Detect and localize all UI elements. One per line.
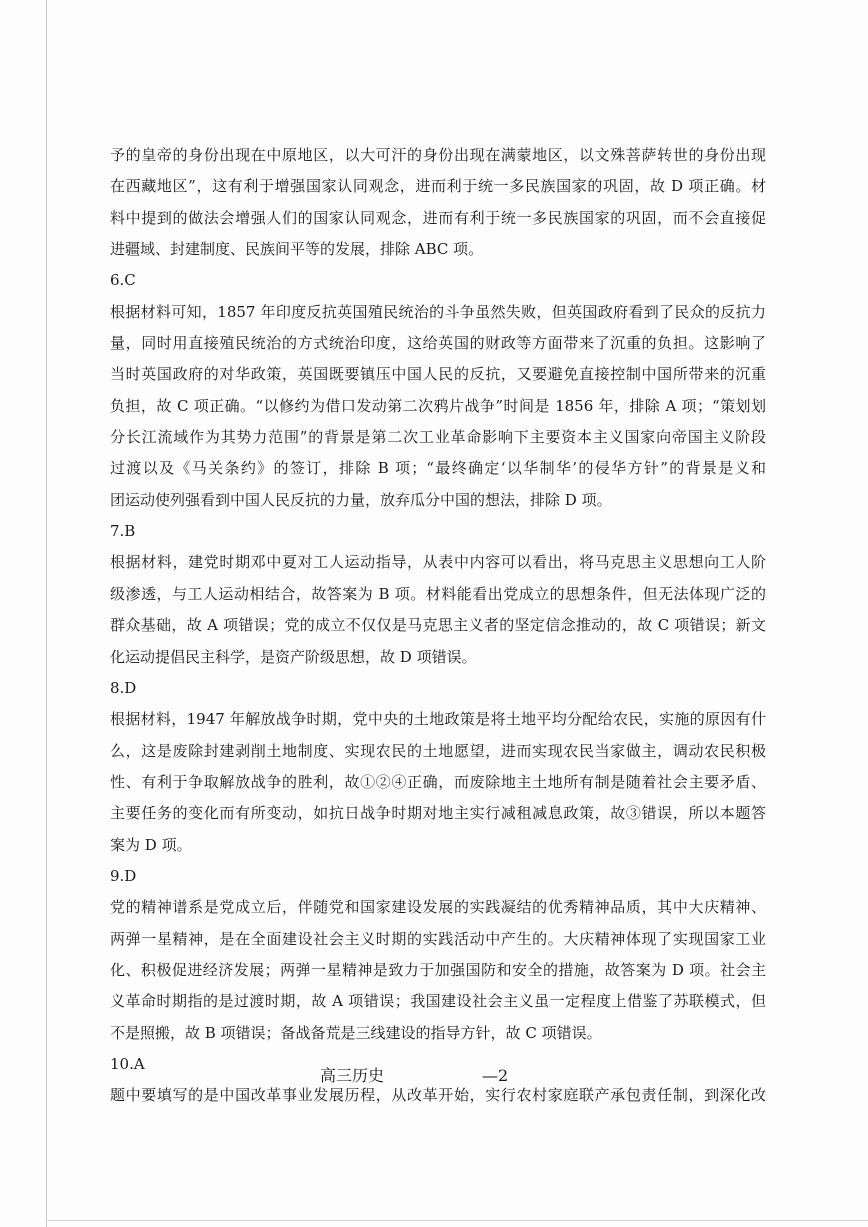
q9-line: 党的精神谱系是党成立后，伴随党和国家建设发展的实践凝结的优秀精神品质，其中大庆精神、 [110,898,766,917]
q9-line: 两弹一星精神，是在全面建设社会主义时期的实践活动中产生的。大庆精神体现了实现国家工业 [110,929,766,948]
page-bottom-line [46,1220,868,1221]
q8-line: 根据材料，1947 年解放战争时期，党中央的土地政策是将土地平均分配给农民，实施的原因有什 [110,710,766,729]
q10-line: 题中要填写的是中国改革事业发展历程，从改革开始，实行农村家庭联产承包责任制，到深化改 [110,1086,766,1105]
q6-line: 负担，故 C 项正确。“以修约为借口发动第二次鸦片战争”时间是 1856 年，排除 A 项；“策划划 [110,396,766,415]
footer-subject: 高三历史 [320,1066,385,1085]
q7-line: 化运动提倡民主科学，是资产阶级思想，故 D 项错误。 [110,647,477,666]
page-footer [0,1064,868,1088]
body-line: 予的皇帝的身份出现在中原地区，以大可汗的身份出现在满蒙地区，以文殊菩萨转世的身份出现 [110,146,766,164]
q7-line: 群众基础，故 A 项错误；党的成立不仅仅是马克思主义者的坚定信念推动的，故 C 项错误；新文 [110,616,766,635]
question-7-answer: 7.B [110,522,136,541]
q8-line: 主要任务的变化而有所变动，如抗日战争时期对地主实行减租减息政策，故③错误，所以本题答 [110,804,766,823]
q8-line: 么，这是废除封建剥削土地制度、实现农民的土地愿望，进而实现农民当家做主，调动农民积极 [110,741,766,760]
answer-content [110,140,766,1112]
page-edge-line [46,0,47,1227]
q9-line: 不是照搬，故 B 项错误；备战备荒是三线建设的指导方针，故 C 项错误。 [110,1023,602,1042]
q8-line: 案为 D 项。 [110,835,192,854]
body-line: 进疆域、封建制度、民族间平等的发展，排除 ABC 项。 [110,240,484,259]
body-line: 在西藏地区”，这有利于增强国家认同观念，进而利于统一多民族国家的巩固，故 D 项正确。材 [110,177,766,196]
q6-line: 过渡以及《马关条约》的签订，排除 B 项；“最终确定‘以华制华’的侵华方针”的背景是义和 [110,459,766,478]
q7-line: 级渗透，与工人运动相结合，故答案为 B 项。材料能看出党成立的思想条件，但无法体现广泛的 [110,584,766,603]
question-8-answer: 8.D [110,678,137,697]
q7-line: 根据材料，建党时期邓中夏对工人运动指导，从表中内容可以看出，将马克思主义思想向工人阶 [110,553,766,572]
question-9-answer: 9.D [110,866,137,885]
q6-line: 分长江流域作为其势力范围”的背景是第二次工业革命影响下主要资本主义国家向帝国主义阶段 [110,428,766,447]
q9-line: 化、积极促进经济发展；两弹一星精神是致力于加强国防和安全的措施，故答案为 D 项。社会主 [110,960,766,979]
q9-line: 义革命时期指的是过渡时期，故 A 项错误；我国建设社会主义虽一定程度上借鉴了苏联模式，但 [110,992,766,1011]
footer-page-number: —2 [482,1066,509,1085]
q6-line: 根据材料可知，1857 年印度反抗英国殖民统治的斗争虽然失败，但英国政府看到了民众的反抗力 [110,302,766,321]
q6-line: 团运动使列强看到中国人民反抗的力量，放弃瓜分中国的想法，排除 D 项。 [110,490,612,509]
question-10-answer: 10.A [110,1054,145,1073]
question-6-answer: 6.C [110,271,136,290]
q6-line: 量，同时用直接殖民统治的方式统治印度，这给英国的财政等方面带来了沉重的负担。这影响了 [110,334,766,353]
body-line: 料中提到的做法会增强人们的国家认同观念，进而有利于统一多民族国家的巩固，而不会直接促 [110,208,766,227]
q6-line: 当时英国政府的对华政策，英国既要镇压中国人民的反抗，又要避免直接控制中国所带来的沉重 [110,365,766,384]
q8-line: 性、有利于争取解放战争的胜利，故①②④正确，而废除地主土地所有制是随着社会主要矛盾、 [110,772,766,791]
